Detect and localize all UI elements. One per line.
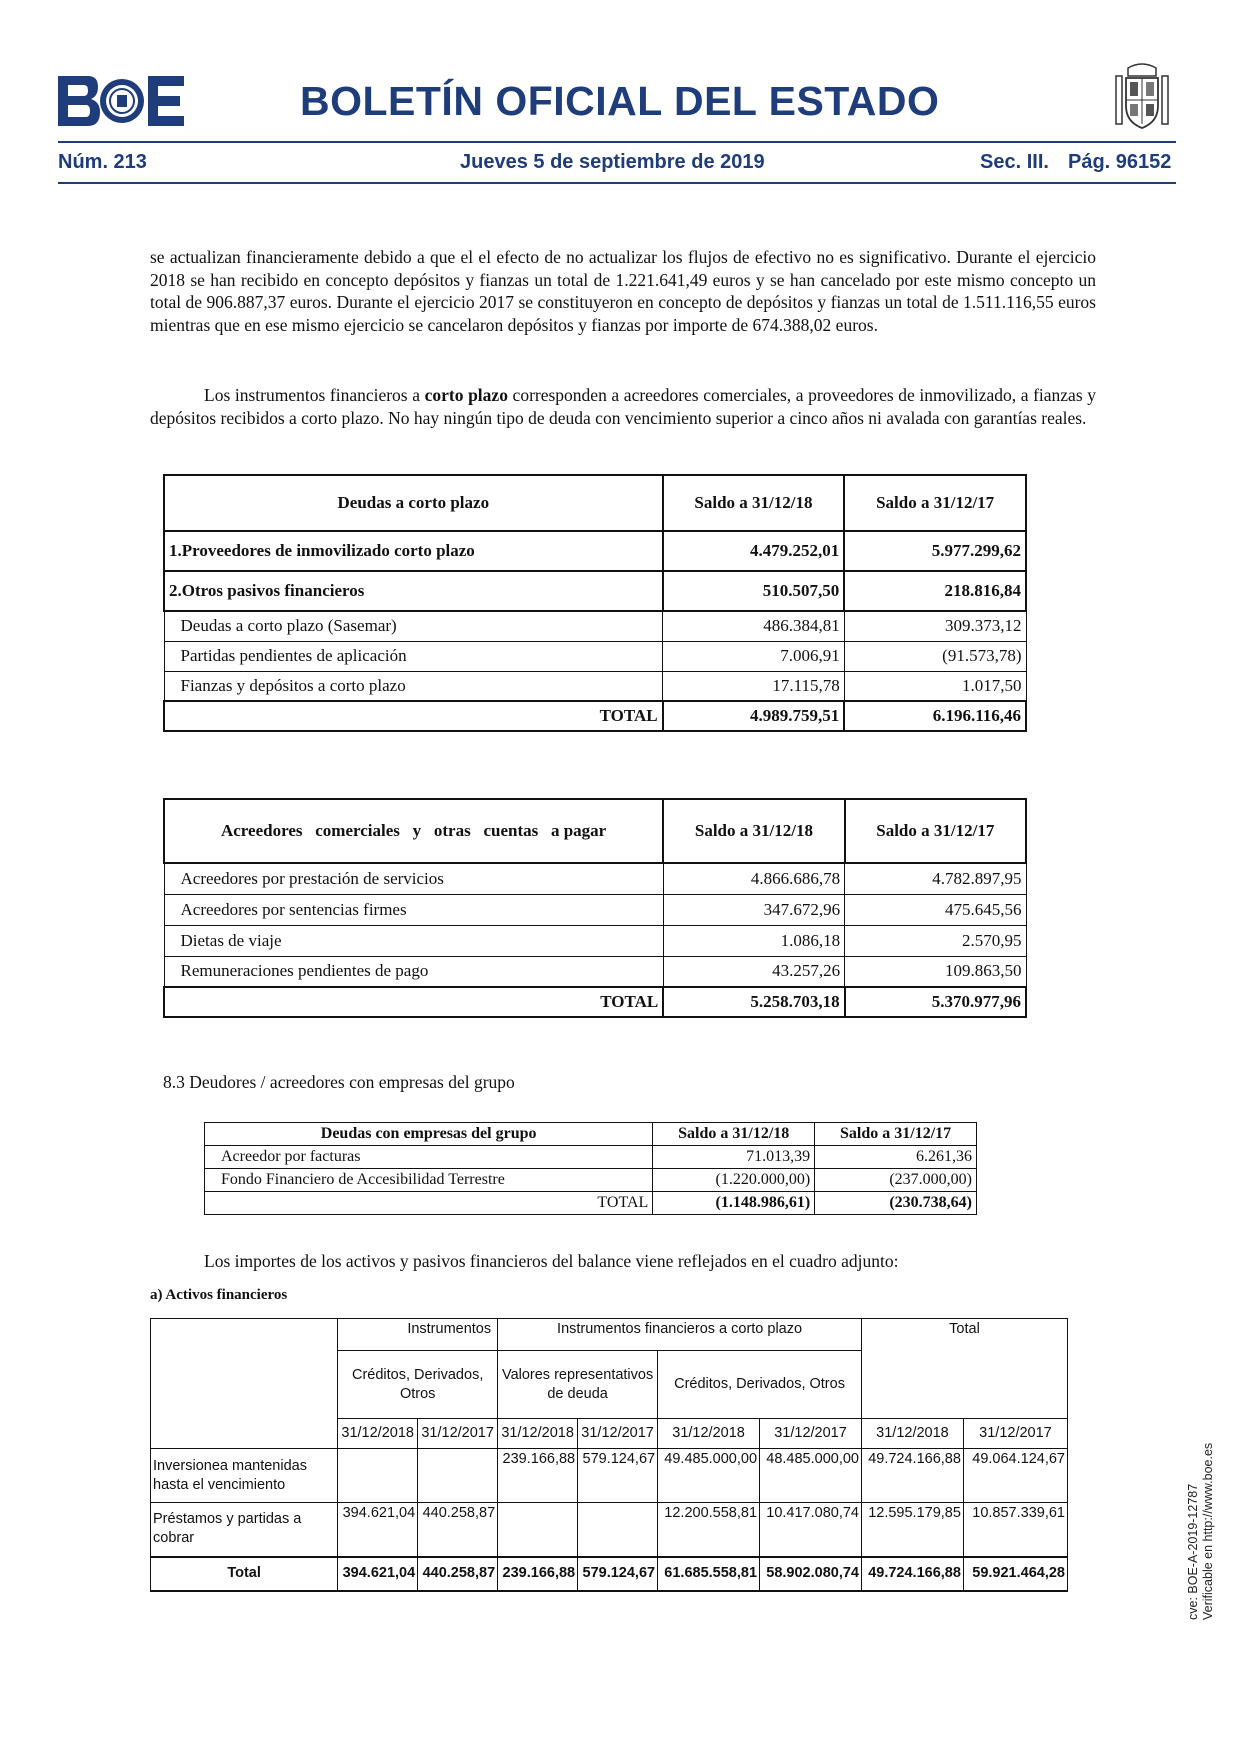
table-row-label: Inversionea mantenidas hasta el vencimiento xyxy=(151,1449,338,1503)
table-row-label: 2.Otros pasivos financieros xyxy=(164,571,663,611)
date-header: 31/12/2018 xyxy=(658,1419,760,1449)
gazette-title: BOLETÍN OFICIAL DEL ESTADO xyxy=(300,78,940,124)
verification-code xyxy=(1186,1443,1216,1620)
table-header: Saldo a 31/12/17 xyxy=(844,475,1026,531)
group-debts-table xyxy=(204,1122,977,1215)
trade-creditors-table xyxy=(163,798,1027,1018)
table-cell: 58.902.080,74 xyxy=(760,1557,862,1591)
table-cell: 71.013,39 xyxy=(653,1146,815,1169)
table-cell: 109.863,50 xyxy=(845,956,1026,987)
table-cell: 475.645,56 xyxy=(845,894,1026,925)
table-cell: 218.816,84 xyxy=(844,571,1026,611)
table-cell: 7.006,91 xyxy=(663,641,845,671)
cve-code: cve: BOE-A-2019-12787 xyxy=(1186,1483,1200,1620)
section-label: Sec. III. xyxy=(980,151,1049,173)
paragraph-short-term: Los instrumentos financieros a corto plazo corresponden a acreedores comerciales, a proveedores de inmovilizado, a fianzas y depósitos recibidos a corto plazo. No hay ningún tipo de deuda con vencimiento superior a cinco años ni avalada con garantías reales. xyxy=(150,385,1096,428)
table-row-label: Fondo Financiero de Accesibilidad Terrestre xyxy=(205,1169,653,1192)
table-cell: 5.258.703,18 xyxy=(663,987,844,1017)
table-row-label: Partidas pendientes de aplicación xyxy=(164,641,663,671)
date-header: 31/12/2017 xyxy=(578,1419,658,1449)
table-cell: 579.124,67 xyxy=(578,1557,658,1591)
table-cell: 4.989.759,51 xyxy=(663,701,845,731)
table-cell: 579.124,67 xyxy=(578,1449,658,1503)
table-row-label: Acreedor por facturas xyxy=(205,1146,653,1169)
table-header: Deudas con empresas del grupo xyxy=(205,1123,653,1146)
date-header: 31/12/2018 xyxy=(338,1419,418,1449)
group-header: Instrumentos financieros a corto plazo xyxy=(498,1319,862,1351)
table-cell: 49.724.166,88 xyxy=(861,1449,963,1503)
boe-logo xyxy=(58,76,184,131)
table-cell: 440.258,87 xyxy=(418,1503,498,1557)
date-header: 31/12/2017 xyxy=(760,1419,862,1449)
group-header: Total xyxy=(861,1319,1067,1419)
table-row-label: Remuneraciones pendientes de pago xyxy=(164,956,663,987)
table-header: Saldo a 31/12/17 xyxy=(815,1123,977,1146)
table-header: Saldo a 31/12/18 xyxy=(663,475,845,531)
table-cell: 6.261,36 xyxy=(815,1146,977,1169)
table-header: Saldo a 31/12/18 xyxy=(653,1123,815,1146)
table-header: Acreedores comerciales y otras cuentas a pagar xyxy=(164,799,663,863)
table-cell: 12.595.179,85 xyxy=(861,1503,963,1557)
table-cell: 4.479.252,01 xyxy=(663,531,845,571)
date-header: 31/12/2017 xyxy=(418,1419,498,1449)
header-rule-top xyxy=(58,141,1176,143)
table-cell xyxy=(418,1449,498,1503)
table-cell: 4.866.686,78 xyxy=(663,863,844,894)
table-corner xyxy=(151,1319,338,1449)
table-cell: 61.685.558,81 xyxy=(658,1557,760,1591)
table-cell: (1.220.000,00) xyxy=(653,1169,815,1192)
table-cell: 4.782.897,95 xyxy=(845,863,1026,894)
date-header: 31/12/2017 xyxy=(963,1419,1067,1449)
issue-number: Núm. 213 xyxy=(58,151,147,173)
table-row-label: Deudas a corto plazo (Sasemar) xyxy=(164,611,663,641)
table-cell: 486.384,81 xyxy=(663,611,845,641)
table-cell: 10.857.339,61 xyxy=(963,1503,1067,1557)
table-cell: (237.000,00) xyxy=(815,1169,977,1192)
table-cell: 347.672,96 xyxy=(663,894,844,925)
table-row-label: 1.Proveedores de inmovilizado corto plazo xyxy=(164,531,663,571)
table-cell: (230.738,64) xyxy=(815,1192,977,1215)
table-cell: 59.921.464,28 xyxy=(963,1557,1067,1591)
sub-header: Valores representativos de deuda xyxy=(498,1351,658,1419)
table-row-label: Préstamos y partidas a cobrar xyxy=(151,1503,338,1557)
coat-of-arms-icon xyxy=(1110,62,1174,137)
sub-header: Créditos, Derivados, Otros xyxy=(338,1351,498,1419)
cve-link[interactable]: Verificable en http://www.boe.es xyxy=(1201,1442,1215,1620)
table-total-label: TOTAL xyxy=(164,701,663,731)
table-cell: 394.621,04 xyxy=(338,1557,418,1591)
table-cell: 1.017,50 xyxy=(844,671,1026,701)
table-total-label: TOTAL xyxy=(205,1192,653,1215)
table-header: Deudas a corto plazo xyxy=(164,475,663,531)
section-heading-8-3: 8.3 Deudores / acreedores con empresas del grupo xyxy=(163,1072,515,1092)
table-header: Saldo a 31/12/17 xyxy=(845,799,1026,863)
table-cell: (91.573,78) xyxy=(844,641,1026,671)
table-cell: 2.570,95 xyxy=(845,925,1026,956)
table-cell xyxy=(498,1503,578,1557)
table-row-label: Dietas de viaje xyxy=(164,925,663,956)
table-cell: 49.064.124,67 xyxy=(963,1449,1067,1503)
paragraph-assets-intro: Los importes de los activos y pasivos financieros del balance viene reflejados en el cuadro adjunto: xyxy=(204,1251,899,1271)
table-row-label: Fianzas y depósitos a corto plazo xyxy=(164,671,663,701)
table-cell xyxy=(338,1449,418,1503)
table-row-label: Acreedores por sentencias firmes xyxy=(164,894,663,925)
table-cell: 5.370.977,96 xyxy=(845,987,1026,1017)
subtitle-financial-assets: a) Activos financieros xyxy=(150,1287,288,1303)
table-cell: 5.977.299,62 xyxy=(844,531,1026,571)
table-cell: 48.485.000,00 xyxy=(760,1449,862,1503)
date-header: 31/12/2018 xyxy=(498,1419,578,1449)
paragraph-deposits: se actualizan financieramente debido a que el el efecto de no actualizar los flujos de efectivo no es significativo. Durante el ejercicio 2018 se han recibido en concepto depósitos y fianzas un total de 1.221.641,49 euros y se han cancelado por este mismo concepto un total de 906.887,37 euros. Durante el ejercicio 2017 se constituyeron en concepto de depósitos y fianzas un total de 1.511.116,55 euros mientras que en ese mismo ejercicio se cancelaron depósitos y fianzas por importe de 674.388,02 euros. xyxy=(150,247,1096,335)
table-cell: 43.257,26 xyxy=(663,956,844,987)
sub-header: Créditos, Derivados, Otros xyxy=(658,1351,862,1419)
table-cell: 10.417.080,74 xyxy=(760,1503,862,1557)
table-cell: 239.166,88 xyxy=(498,1449,578,1503)
table-cell: 1.086,18 xyxy=(663,925,844,956)
table-cell: 309.373,12 xyxy=(844,611,1026,641)
table-total-label: TOTAL xyxy=(164,987,663,1017)
table-header: Saldo a 31/12/18 xyxy=(663,799,844,863)
issue-date: Jueves 5 de septiembre de 2019 xyxy=(460,151,765,173)
table-cell xyxy=(578,1503,658,1557)
table-cell: 394.621,04 xyxy=(338,1503,418,1557)
page-number: Pág. 96152 xyxy=(1068,151,1172,173)
table-total-label: Total xyxy=(151,1557,338,1591)
group-header: Instrumentos xyxy=(338,1319,498,1351)
table-cell: 17.115,78 xyxy=(663,671,845,701)
short-term-debts-table xyxy=(163,474,1027,732)
table-row-label: Acreedores por prestación de servicios xyxy=(164,863,663,894)
table-cell: 440.258,87 xyxy=(418,1557,498,1591)
financial-assets-table xyxy=(150,1318,1068,1592)
table-cell: 239.166,88 xyxy=(498,1557,578,1591)
table-cell: 12.200.558,81 xyxy=(658,1503,760,1557)
table-cell: 510.507,50 xyxy=(663,571,845,611)
table-cell: 49.485.000,00 xyxy=(658,1449,760,1503)
header-rule-bottom xyxy=(58,182,1176,184)
date-header: 31/12/2018 xyxy=(861,1419,963,1449)
table-cell: 49.724.166,88 xyxy=(861,1557,963,1591)
table-cell: (1.148.986,61) xyxy=(653,1192,815,1215)
table-cell: 6.196.116,46 xyxy=(844,701,1026,731)
